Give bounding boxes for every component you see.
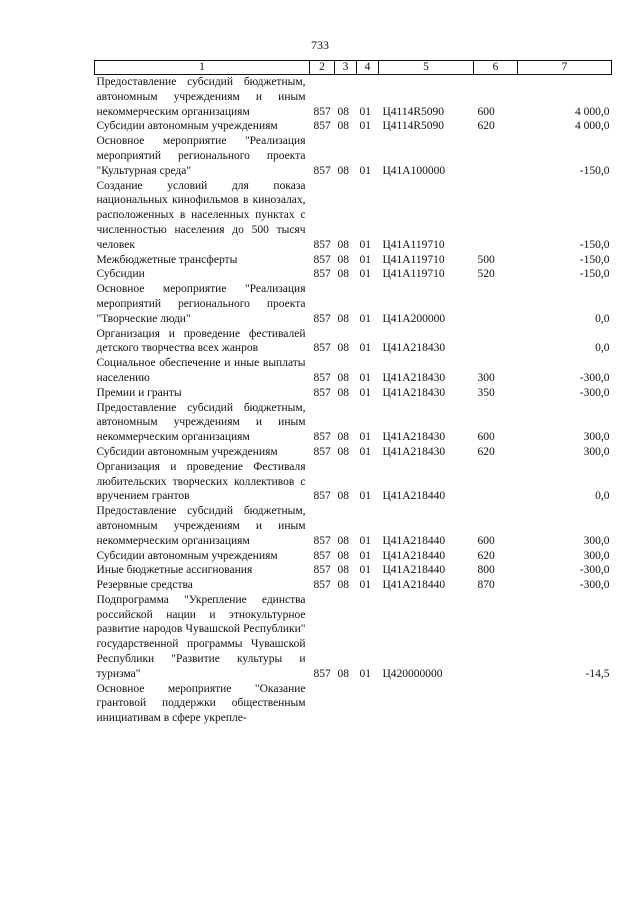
row-name: Основное мероприятие "Оказание грантовой поддержки общественным инициативам в сфере укрепле- (96, 682, 306, 725)
row-section-code: 08 (337, 342, 349, 355)
row-section-code: 08 (337, 253, 349, 266)
header-col-section: 3 (335, 61, 357, 75)
row-section-code: 08 (337, 386, 349, 399)
row-subsection-code: 01 (359, 120, 371, 133)
row-subsection-code: 01 (359, 534, 371, 547)
row-target-article: Ц41A218430 (382, 386, 446, 399)
row-subsection-code: 01 (359, 667, 371, 680)
row-subsection-code: 01 (359, 238, 371, 251)
row-ministry-code: 857 (313, 120, 331, 133)
table-row (95, 549, 612, 564)
row-sum: -300,0 (579, 564, 610, 577)
row-target-article: Ц41A119710 (382, 268, 445, 281)
row-name: Предоставление субсидий бюджетным, автономным учреждениям и иным некоммерческим организациям (96, 76, 306, 118)
row-target-article: Ц41A119710 (382, 238, 445, 251)
row-expense-type: 600 (477, 105, 495, 118)
row-ministry-code: 857 (313, 164, 331, 177)
budget-table (94, 60, 612, 726)
row-expense-type: 870 (477, 579, 495, 592)
table-row (95, 386, 612, 401)
row-subsection-code: 01 (359, 105, 371, 118)
row-subsection-code: 01 (359, 564, 371, 577)
page-number: 733 (311, 38, 329, 52)
row-ministry-code: 857 (313, 549, 331, 562)
row-sum: -150,0 (579, 268, 610, 281)
row-ministry-code: 857 (313, 579, 331, 592)
table-row (95, 327, 612, 357)
table-row (95, 253, 612, 268)
row-section-code: 08 (337, 312, 349, 325)
row-name: Организация и проведение фестивалей детского творчества всех жанров (96, 327, 306, 355)
row-section-code: 08 (337, 120, 349, 133)
row-ministry-code: 857 (313, 386, 331, 399)
row-section-code: 08 (337, 431, 349, 444)
row-name: Основное мероприятие "Реализация мероприятий регионального проекта "Творческие люди" (96, 283, 306, 325)
header-col-ministry: 2 (310, 61, 335, 75)
row-name: Подпрограмма "Укрепление единства российской нации и этнокультурное развитие народов Чувашской Республики" государственной программы Чувашской Республики "Развитие культуры и туризма" (96, 593, 306, 680)
header-col-name: 1 (95, 61, 310, 75)
row-ministry-code: 857 (313, 534, 331, 547)
row-expense-type (474, 593, 518, 682)
table-row (95, 578, 612, 593)
row-expense-type: 350 (477, 386, 495, 399)
row-target-article: Ц4114R5090 (382, 105, 445, 118)
row-target-article: Ц41A218440 (382, 490, 446, 503)
row-target-article: Ц41A200000 (382, 312, 446, 325)
row-target-article: Ц41A218430 (382, 371, 446, 384)
row-expense-type: 620 (477, 445, 495, 458)
row-target-article: Ц41A100000 (382, 164, 446, 177)
row-ministry-code: 857 (313, 238, 331, 251)
row-subsection-code: 01 (359, 579, 371, 592)
row-name: Организация и проведение Фестиваля любительских творческих коллективов с вручением грантов (96, 460, 306, 503)
table-row (95, 356, 612, 386)
row-target-article: Ц420000000 (382, 667, 443, 680)
row-sum: 0,0 (595, 312, 610, 325)
row-expense-type (474, 282, 518, 326)
row-sum: -14,5 (585, 667, 610, 680)
row-sum: -150,0 (579, 238, 610, 251)
row-subsection-code (357, 682, 379, 726)
row-sum: 300,0 (583, 431, 610, 444)
row-name: Резервные средства (96, 579, 193, 592)
row-sum: 0,0 (595, 342, 610, 355)
table-row (95, 460, 612, 504)
row-ministry-code: 857 (313, 431, 331, 444)
row-name: Субсидии (96, 268, 145, 281)
header-row (95, 61, 612, 75)
row-section-code: 08 (337, 549, 349, 562)
row-sum: -300,0 (579, 386, 610, 399)
row-ministry-code: 857 (313, 490, 331, 503)
table-row (95, 179, 612, 253)
row-target-article: Ц4114R5090 (382, 120, 445, 133)
row-name: Субсидии автономным учреждениям (96, 445, 278, 458)
row-target-article: Ц41A218430 (382, 445, 446, 458)
table-header (95, 61, 612, 75)
row-section-code: 08 (337, 371, 349, 384)
row-expense-type: 600 (477, 431, 495, 444)
table-row (95, 282, 612, 326)
table-row (95, 682, 612, 726)
row-ministry-code: 857 (313, 667, 331, 680)
table-body (95, 75, 612, 727)
row-expense-type (474, 460, 518, 504)
row-name: Социальное обеспечение и иные выплаты населению (96, 357, 306, 384)
row-sum: -150,0 (579, 164, 610, 177)
row-name: Субсидии автономным учреждениям (96, 120, 278, 133)
row-section-code: 08 (337, 164, 349, 177)
row-sum: 4 000,0 (575, 105, 610, 118)
row-ministry-code: 857 (313, 564, 331, 577)
row-subsection-code: 01 (359, 253, 371, 266)
row-ministry-code: 857 (313, 312, 331, 325)
row-expense-type: 600 (477, 534, 495, 547)
row-sum: 300,0 (583, 445, 610, 458)
table-row (95, 445, 612, 460)
row-subsection-code: 01 (359, 490, 371, 503)
table-row (95, 593, 612, 682)
row-subsection-code: 01 (359, 268, 371, 281)
header-col-expense-type: 6 (474, 61, 518, 75)
row-section-code: 08 (337, 268, 349, 281)
table-row (95, 119, 612, 134)
table-row (95, 401, 612, 445)
row-ministry-code (310, 682, 335, 726)
row-subsection-code: 01 (359, 371, 371, 384)
row-sum: 0,0 (595, 490, 610, 503)
row-name: Премии и гранты (96, 386, 182, 399)
row-target-article (379, 682, 474, 726)
row-expense-type: 800 (477, 564, 495, 577)
row-name: Межбюджетные трансферты (96, 253, 238, 266)
row-name: Основное мероприятие "Реализация мероприятий регионального проекта "Культурная среда" (96, 135, 306, 177)
header-col-target: 5 (379, 61, 474, 75)
row-target-article: Ц41A218440 (382, 549, 446, 562)
row-section-code: 08 (337, 445, 349, 458)
row-section-code: 08 (337, 667, 349, 680)
row-name: Предоставление субсидий бюджетным, автономным учреждениям и иным некоммерческим организациям (96, 505, 306, 547)
row-target-article: Ц41A218430 (382, 342, 446, 355)
row-subsection-code: 01 (359, 342, 371, 355)
row-subsection-code: 01 (359, 549, 371, 562)
row-expense-type (474, 682, 518, 726)
row-expense-type: 500 (477, 253, 495, 266)
row-subsection-code: 01 (359, 386, 371, 399)
row-subsection-code: 01 (359, 431, 371, 444)
row-target-article: Ц41A218440 (382, 534, 446, 547)
row-expense-type (474, 327, 518, 357)
row-sum: -300,0 (579, 371, 610, 384)
row-name: Субсидии автономным учреждениям (96, 549, 278, 562)
row-sum: 4 000,0 (575, 120, 610, 133)
row-subsection-code: 01 (359, 445, 371, 458)
row-section-code: 08 (337, 564, 349, 577)
row-subsection-code: 01 (359, 312, 371, 325)
table-row (95, 504, 612, 548)
row-target-article: Ц41A218440 (382, 564, 446, 577)
row-ministry-code: 857 (313, 445, 331, 458)
row-name: Создание условий для показа национальных кинофильмов в кинозалах, расположенных в населенных пунктах с численностью населения до 500 тысяч человек (96, 179, 306, 251)
row-sum: 300,0 (583, 534, 610, 547)
table-row (95, 75, 612, 120)
table-row (95, 563, 612, 578)
row-expense-type: 620 (477, 549, 495, 562)
row-section-code (335, 682, 357, 726)
row-expense-type (474, 179, 518, 253)
row-ministry-code: 857 (313, 253, 331, 266)
row-section-code: 08 (337, 579, 349, 592)
row-sum: 300,0 (583, 549, 610, 562)
row-subsection-code: 01 (359, 164, 371, 177)
row-ministry-code: 857 (313, 371, 331, 384)
header-col-sum: 7 (518, 61, 612, 75)
row-expense-type (474, 134, 518, 178)
row-expense-type: 300 (477, 371, 495, 384)
row-section-code: 08 (337, 238, 349, 251)
row-target-article: Ц41A218440 (382, 579, 446, 592)
row-ministry-code: 857 (313, 105, 331, 118)
row-target-article: Ц41A119710 (382, 253, 445, 266)
table-row (95, 134, 612, 178)
row-name: Предоставление субсидий бюджетным, автономным учреждениям и иным некоммерческим организациям (96, 401, 306, 444)
header-col-subsection: 4 (357, 61, 379, 75)
row-sum (518, 682, 612, 726)
table-row (95, 267, 612, 282)
row-name: Иные бюджетные ассигнования (96, 564, 253, 577)
row-section-code: 08 (337, 490, 349, 503)
row-sum: -300,0 (579, 579, 610, 592)
row-target-article: Ц41A218430 (382, 431, 446, 444)
row-section-code: 08 (337, 534, 349, 547)
row-section-code: 08 (337, 105, 349, 118)
row-expense-type: 620 (477, 120, 495, 133)
row-ministry-code: 857 (313, 268, 331, 281)
row-ministry-code: 857 (313, 342, 331, 355)
row-expense-type: 520 (477, 268, 495, 281)
row-sum: -150,0 (579, 253, 610, 266)
